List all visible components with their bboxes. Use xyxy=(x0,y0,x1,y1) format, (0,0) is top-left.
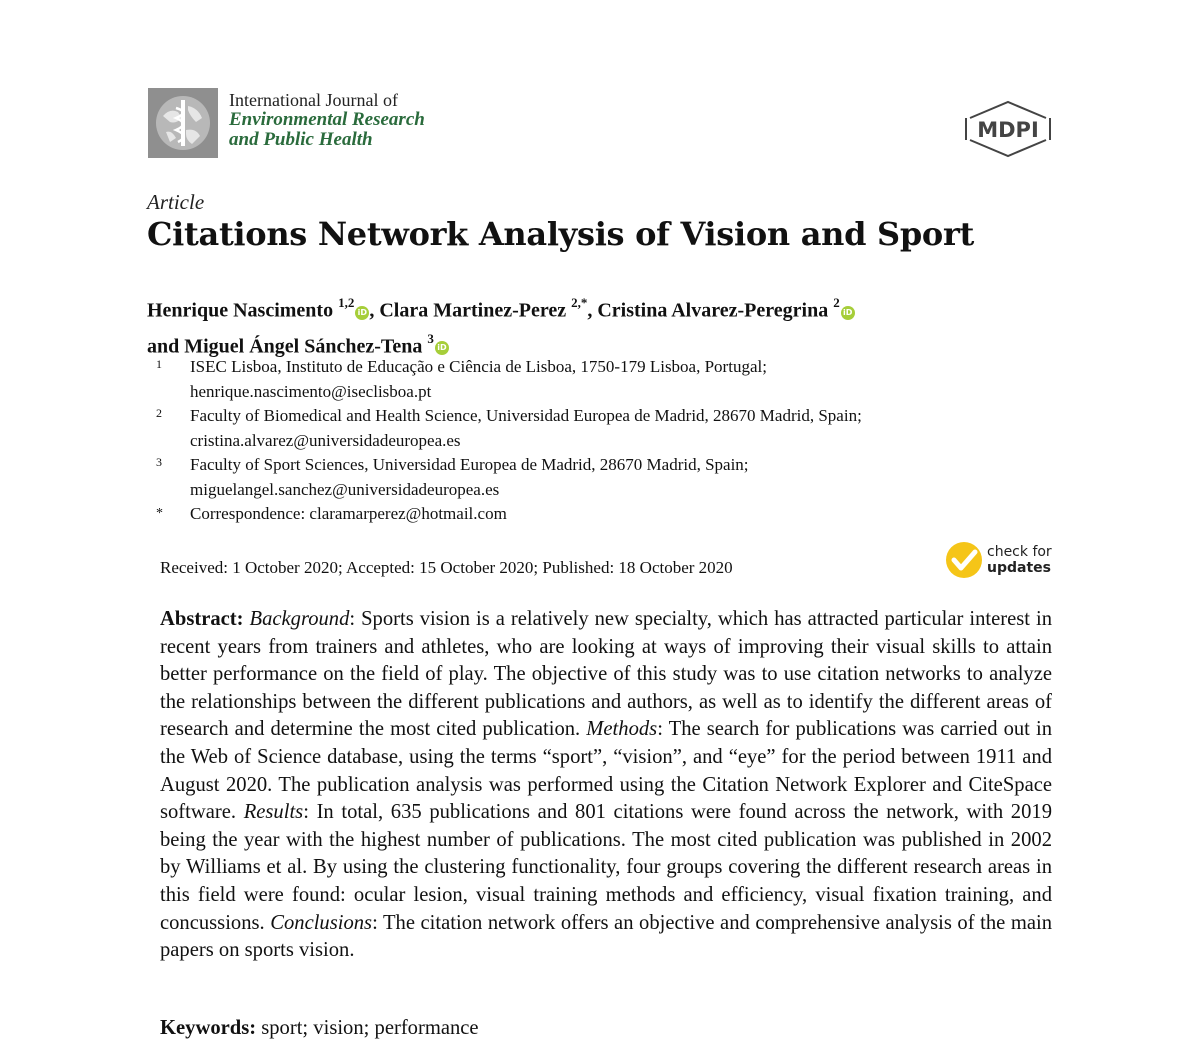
check-for-updates-label xyxy=(987,544,1052,576)
mdpi-wordmark: MDPI xyxy=(977,118,1039,142)
affiliation-text: ISEC Lisboa, Instituto de Educação e Ciência de Lisboa, 1750-179 Lisboa, Portugal; xyxy=(190,357,767,376)
correspondence-mark: * xyxy=(156,506,163,521)
abstract-results: : In total, 635 publications and 801 citations were found across the network, with 2019 being the year with the highest number of publications. The most cited publication was published in 2002 by Williams et al. By using the clustering functionality, four groups covering the different research areas in this field were found: ocular lesion, visual training methods and efficiency, visual fixation training, and concussions. xyxy=(160,801,1052,934)
affiliation-item xyxy=(156,355,1056,404)
abstract-conclusions: : The citation network offers an objective and comprehensive analysis of the main papers on sports vision. xyxy=(160,911,1052,962)
abstract-methods: : The search for publications was carried out in the Web of Science database, using the terms “sport”, “vision”, and “eye” for the period between 1911 and August 2020. The publication analysis was performed using the Citation Network Explorer and CiteSpace software. xyxy=(160,718,1052,824)
publication-dates: Received: 1 October 2020; Accepted: 15 October 2020; Published: 18 October 2020 xyxy=(160,558,733,577)
affiliation-email[interactable]: henrique.nascimento@iseclisboa.pt xyxy=(190,381,432,401)
journal-name-line3: and Public Health xyxy=(229,129,373,150)
keywords-label: Keywords: xyxy=(160,1017,257,1039)
author-affiliation-mark: 1,2 xyxy=(338,295,355,310)
orcid-icon[interactable]: iD xyxy=(841,306,855,320)
orcid-icon[interactable]: iD xyxy=(355,306,369,320)
affiliation-text: Faculty of Sport Sciences, Universidad Europea de Madrid, 28670 Madrid, Spain; xyxy=(190,455,749,474)
affiliation-list xyxy=(156,355,1056,527)
affiliation-item xyxy=(156,453,1056,502)
globe-caduceus-icon xyxy=(148,88,218,158)
paper-title: Citations Network Analysis of Vision and Sport xyxy=(147,215,974,253)
affiliation-item xyxy=(156,404,1056,453)
journal-name-line2: Environmental Research xyxy=(229,109,425,130)
check-for-updates-line2: updates xyxy=(987,560,1051,576)
correspondence-item xyxy=(156,502,1056,527)
abstract-background: : Sports vision is a relatively new specialty, which has attracted particular interest in recent years from trainers and athletes, who are looking at ways of improving their visual skills to attain better performance on the field of play. The objective of this study was to use citation networks to analyze the relationships between the different publications and authors, as well as to identify the different areas of research and determine the most cited publication. xyxy=(160,608,1052,741)
author-list: Henrique Nascimento $^{1,2}$iD , Clara Martinez-Perez $^{2,*}$, Cristina Alvarez-Peregrina $^2$iD and Miguel Ángel Sánchez-Tena $^3$iD xyxy=(147,290,1047,361)
abstract-background-label: Background xyxy=(249,608,350,630)
abstract xyxy=(160,606,1052,965)
abstract-methods-label: Methods xyxy=(586,718,658,741)
abstract-results-label: Results xyxy=(243,801,304,824)
journal-name-line1: International Journal of xyxy=(229,90,398,110)
check-icon xyxy=(946,542,982,578)
check-for-updates-button[interactable] xyxy=(946,540,1056,582)
author-name: Clara Martinez-Perez xyxy=(379,299,567,322)
author-affiliation-mark: 2,* xyxy=(571,295,588,310)
affiliation-number: 3 xyxy=(156,455,162,469)
article-type: Article xyxy=(147,190,205,214)
affiliation-text: Faculty of Biomedical and Health Science, Universidad Europea de Madrid, 28670 Madrid, Spain; xyxy=(190,406,862,425)
check-for-updates-line1: check for xyxy=(987,544,1052,560)
mdpi-logo xyxy=(962,100,1054,158)
abstract-conclusions-label: Conclusions xyxy=(270,911,373,934)
author-affiliation-mark: 2 xyxy=(833,295,840,310)
journal-logo xyxy=(148,88,218,158)
author-connector: and xyxy=(147,335,180,358)
abstract-label: Abstract: xyxy=(160,608,244,630)
affiliation-email[interactable]: cristina.alvarez@universidadeuropea.es xyxy=(190,430,461,450)
author-name: Miguel Ángel Sánchez-Tena xyxy=(184,335,423,358)
journal-name xyxy=(229,90,425,150)
keywords-text: sport; vision; performance xyxy=(256,1017,479,1039)
author-name: Cristina Alvarez-Peregrina xyxy=(597,299,829,322)
affiliation-email[interactable]: miguelangel.sanchez@universidadeuropea.es xyxy=(190,479,500,499)
correspondence-text[interactable]: Correspondence: claramarperez@hotmail.com xyxy=(190,504,507,523)
keywords xyxy=(160,1017,479,1040)
author-name: Henrique Nascimento xyxy=(147,299,334,322)
author-affiliation-mark: 3 xyxy=(427,330,434,346)
affiliation-number: 2 xyxy=(156,406,162,420)
affiliation-number: 1 xyxy=(156,357,162,371)
orcid-icon[interactable]: iD xyxy=(435,341,449,355)
